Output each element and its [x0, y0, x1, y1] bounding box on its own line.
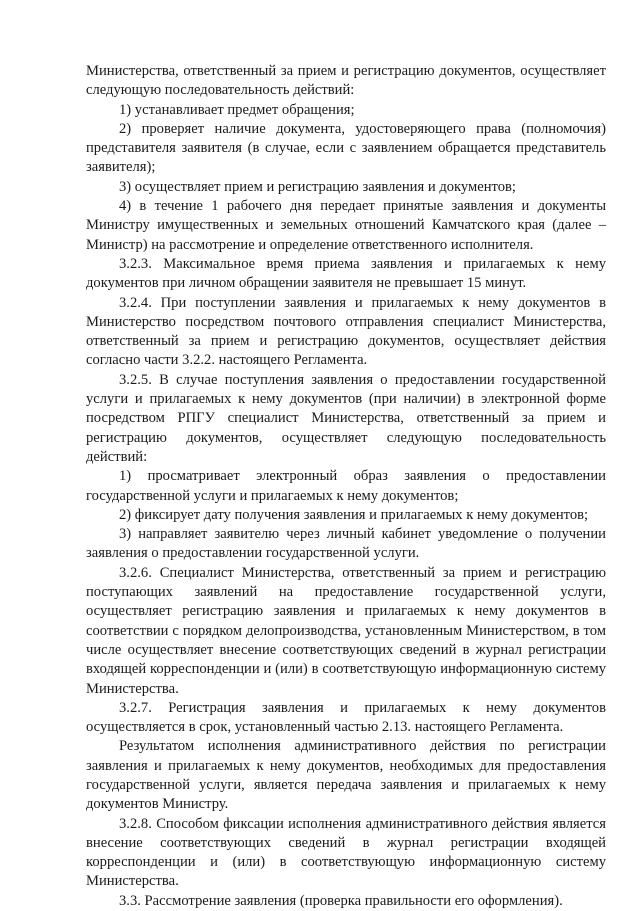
- section-3-3-heading: 3.3. Рассмотрение заявления (проверка правильности его оформления).: [119, 892, 563, 909]
- list-item-2: 2) проверяет наличие документа, удостоверяющего права (полномочия) представителя заявителя (в случае, если с заявлением обращается представитель заявителя);: [86, 120, 606, 176]
- list-item-2b: 2) фиксирует дату получения заявления и прилагаемых к нему документов;: [119, 506, 589, 523]
- clause-3-2-8: 3.2.8. Способом фиксации исполнения административного действия является внесение соответствующих сведений в журнал регистрации входящей корреспонденции и (или) в соответствующую информационную систему Министерства.: [86, 815, 606, 890]
- list-item-1: 1) устанавливает предмет обращения;: [119, 101, 355, 118]
- clause-3-2-5: 3.2.5. В случае поступления заявления о предоставлении государственной услуги и прилагаемых к нему документов (при наличии) в электронной форме посредством РПГУ специалист Министерства, ответственный за прием и регистрацию документов, осуществляет следующую последовательность действий:: [86, 371, 606, 465]
- paragraph-intro: Министерства, ответственный за прием и регистрацию документов, осуществляет следующую последовательность действий:: [86, 63, 606, 99]
- result-paragraph: Результатом исполнения административного действия по регистрации заявления и прилагаемых к нему документов, необходимых для предоставления государственной услуги, является передача заявления и прилагаемых к нему документов Министру.: [86, 738, 606, 813]
- list-item-3: 3) осуществляет прием и регистрацию заявления и документов;: [119, 178, 516, 195]
- clause-3-2-6: 3.2.6. Специалист Министерства, ответственный за прием и регистрацию поступающих заявлений на предоставление государственной услуги, осуществляет регистрацию заявления и прилагаемых к нему документов в соответствии с порядком делопроизводства, установленным Министерством, в том числе осуществляет внесение соответствующих сведений в журнал регистрации входящей корреспонденции и (или) в соответствующую информационную систему Министерства.: [86, 564, 606, 697]
- list-item-4: 4) в течение 1 рабочего дня передает принятые заявления и документы Министру имущественных и земельных отношений Камчатского края (далее – Министр) на рассмотрение и определение ответственного исполнителя.: [86, 198, 606, 253]
- list-item-1b: 1) просматривает электронный образ заявления о предоставлении государственной услуги и прилагаемых к нему документов;: [86, 468, 606, 504]
- list-item-3b: 3) направляет заявителю через личный кабинет уведомление о получении заявления о предоставлении государственной услуги.: [86, 526, 606, 562]
- clause-3-2-3: 3.2.3. Максимальное время приема заявления и прилагаемых к нему документов при личном обращении заявителя не превышает 15 минут.: [86, 255, 606, 292]
- clause-3-2-7: 3.2.7. Регистрация заявления и прилагаемых к нему документов осуществляется в срок, установленный частью 2.13. настоящего Регламента.: [86, 699, 606, 736]
- clause-3-2-4: 3.2.4. При поступлении заявления и прилагаемых к нему документов в Министерство посредством почтового отправления специалист Министерства, ответственный за прием и регистрацию документов, осуществляет действия согласно части 3.2.2. настоящего Регламента.: [86, 294, 606, 369]
